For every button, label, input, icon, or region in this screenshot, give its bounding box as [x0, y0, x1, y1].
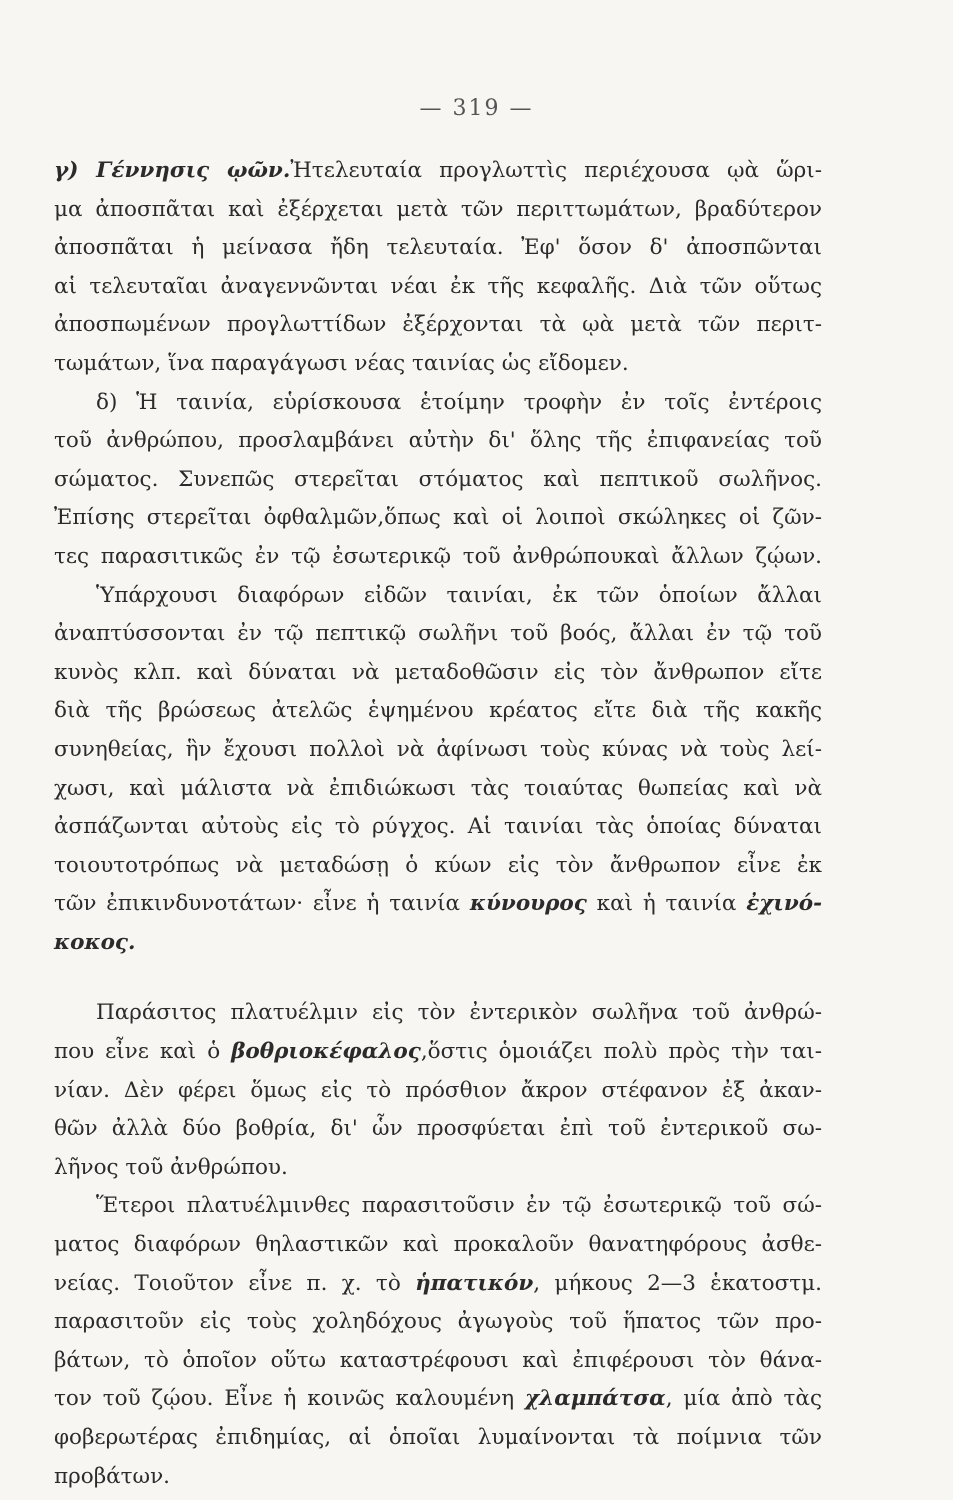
- section-types-line: συνηθείας, ἣν ἔχουσι πολλοὶ νὰ ἀφίνωσι τοὺς κύνας νὰ τοὺς λεί-: [54, 736, 822, 762]
- section-g-heading: γ) Γέννησις ῳῶν.: [54, 158, 291, 183]
- section-d-line: δ) Ἡ ταινία, εὑρίσκουσα ἑτοίμην τροφὴν ἐν τοῖς ἐντέροις: [96, 389, 822, 415]
- section-botrio-line: λῆνος τοῦ ἀνθρώπου.: [54, 1154, 288, 1180]
- section-d-line: σώματος. Συνεπῶς στερεῖται στόματος καὶ πεπτικοῦ σωλῆνος.: [54, 466, 822, 492]
- text-run: τον τοῦ ζῴου. Εἶνε ἡ κοινῶς καλουμένη: [54, 1386, 526, 1412]
- section-botrio-line: θῶν ἀλλὰ δύο βοθρία, δι' ὧν προσφύεται ἐπὶ τοῦ ἐντερικοῦ σω-: [54, 1116, 822, 1142]
- section-types-line: Ὑπάρχουσι διαφόρων εἰδῶν ταινίαι, ἐκ τῶν ὁποίων ἄλλαι: [96, 582, 822, 608]
- text-run: ,ὅστις ὁμοιάζει πολὺ πρὸς τὴν ται-: [420, 1039, 822, 1065]
- term-hepatic: ἡπατικόν: [415, 1270, 534, 1296]
- section-types-line: διὰ τῆς βρώσεως ἀτελῶς ἑψημένου κρέατος εἴτε διὰ τῆς κακῆς: [54, 698, 822, 724]
- section-types-line: [54, 924, 822, 963]
- text-run: , μία ἀπὸ τὰς: [665, 1386, 822, 1412]
- section-types-line: κυνὸς κλπ. καὶ δύναται νὰ μεταδοθῶσιν εἰς τὸν ἄνθρωπον εἴτε: [54, 659, 822, 685]
- section-others-line: παρασιτοῦν εἰς τοὺς χοληδόχους ἀγωγοὺς τοῦ ἥπατος τῶν προ-: [54, 1309, 822, 1335]
- section-botrio-line: νίαν. Δὲν φέρει ὅμως εἰς τὸ πρόσθιον ἄκρον στέφανον ἐξ ἀκαν-: [54, 1077, 822, 1103]
- text-run: , μήκους 2—3 ἑκατοστμ.: [533, 1270, 822, 1296]
- section-g-line: [54, 152, 822, 191]
- term-echinococcus-cont: κοκος.: [54, 929, 136, 955]
- section-g-text: Ἠτελευταία προγλωττὶς περιέχουσα ῳὰ ὥρι-: [290, 158, 822, 183]
- section-types-line: ἀσπάζωνται αὐτοὺς εἰς τὸ ρύγχος. Αἱ ταινίαι τὰς ὁποίας δύναται: [54, 814, 822, 840]
- section-d-line: τοῦ ἀνθρώπου, προσλαμβάνει αὐτὴν δι' ὅλης τῆς ἐπιφανείας τοῦ: [54, 428, 822, 454]
- text-run: καὶ ἡ ταινία: [586, 891, 747, 917]
- section-d-line: τες παρασιτικῶς ἐν τῷ ἐσωτερικῷ τοῦ ἀνθρώπουκαὶ ἄλλων ζῴων.: [54, 543, 822, 569]
- section-g-line: ἀποσπᾶται ἡ μείνασα ἤδη τελευταία. Ἐφ' ὅσον δ' ἀποσπῶνται: [54, 235, 822, 261]
- text-run: τῶν ἐπικινδυνοτάτων· εἶνε ἡ ταινία: [54, 891, 470, 917]
- section-others-line: Ἕτεροι πλατυέλμινθες παρασιτοῦσιν ἐν τῷ ἐσωτερικῷ τοῦ σώ-: [96, 1193, 822, 1219]
- section-g-line: μα ἀποσπᾶται καὶ ἐξέρχεται μετὰ τῶν περιττωμάτων, βραδύτερον: [54, 196, 822, 222]
- section-types-line: τοιουτοτρόπως νὰ μεταδώσῃ ὁ κύων εἰς τὸν ἄνθρωπον εἶνε ἐκ: [54, 852, 822, 878]
- section-g-line: ἀποσπωμένων προγλωττίδων ἐξέρχονται τὰ ῳὰ μετὰ τῶν περιτ-: [54, 312, 822, 338]
- section-types-line: χωσι, καὶ μάλιστα νὰ ἐπιδιώκωσι τὰς τοιαύτας θωπείας καὶ νὰ: [54, 775, 822, 801]
- paragraph-gap: [54, 962, 822, 994]
- section-others-line: [54, 1265, 822, 1304]
- term-cynurus: κύνουρος: [469, 891, 587, 917]
- section-botrio-line: [54, 1033, 822, 1072]
- section-g-line: αἱ τελευταῖαι ἀναγεννῶνται νέαι ἐκ τῆς κεφαλῆς. Διὰ τῶν οὕτως: [54, 273, 822, 299]
- section-types-line: ἀναπτύσσονται ἐν τῷ πεπτικῷ σωλῆνι τοῦ βοός, ἄλλαι ἐν τῷ τοῦ: [54, 621, 822, 647]
- section-others-line: ματος διαφόρων θηλαστικῶν καὶ προκαλοῦν θανατηφόρους ἀσθε-: [54, 1232, 822, 1258]
- section-others-line: [54, 1380, 822, 1419]
- text-run: που εἶνε καὶ ὁ: [54, 1039, 232, 1065]
- term-echinococcus: ἐχινό-: [746, 891, 822, 917]
- section-others-line: φοβερωτέρας ἐπιδημίας, αἱ ὁποῖαι λυμαίνονται τὰ ποίμνια τῶν: [54, 1425, 822, 1450]
- section-botrio-line: Παράσιτος πλατυέλμιν εἰς τὸν ἐντερικὸν σωλῆνα τοῦ ἀνθρώ-: [96, 1000, 822, 1026]
- section-others-line: προβάτων.: [54, 1463, 170, 1489]
- text-run: νείας. Τοιοῦτον εἶνε π. χ. τὸ: [54, 1270, 416, 1296]
- section-d-line: Ἐπίσης στερεῖται ὀφθαλμῶν,ὅπως καὶ οἱ λοιποὶ σκώληκες οἱ ζῶν-: [54, 505, 822, 531]
- section-others-line: βάτων, τὸ ὁποῖον οὕτω καταστρέφουσι καὶ ἐπιφέρουσι τὸν θάνα-: [54, 1347, 822, 1373]
- term-chlampatsa: χλαμπάτσα: [525, 1386, 666, 1412]
- section-types-line: [54, 885, 822, 924]
- section-g-line: τωμάτων, ἵνα παραγάγωσι νέας ταινίας ὡς εἴδομεν.: [54, 350, 629, 376]
- term-bothriocephalus: βοθριοκέφαλος: [231, 1039, 421, 1065]
- page-number: — 319 —: [419, 96, 534, 121]
- page-body: [54, 152, 822, 1496]
